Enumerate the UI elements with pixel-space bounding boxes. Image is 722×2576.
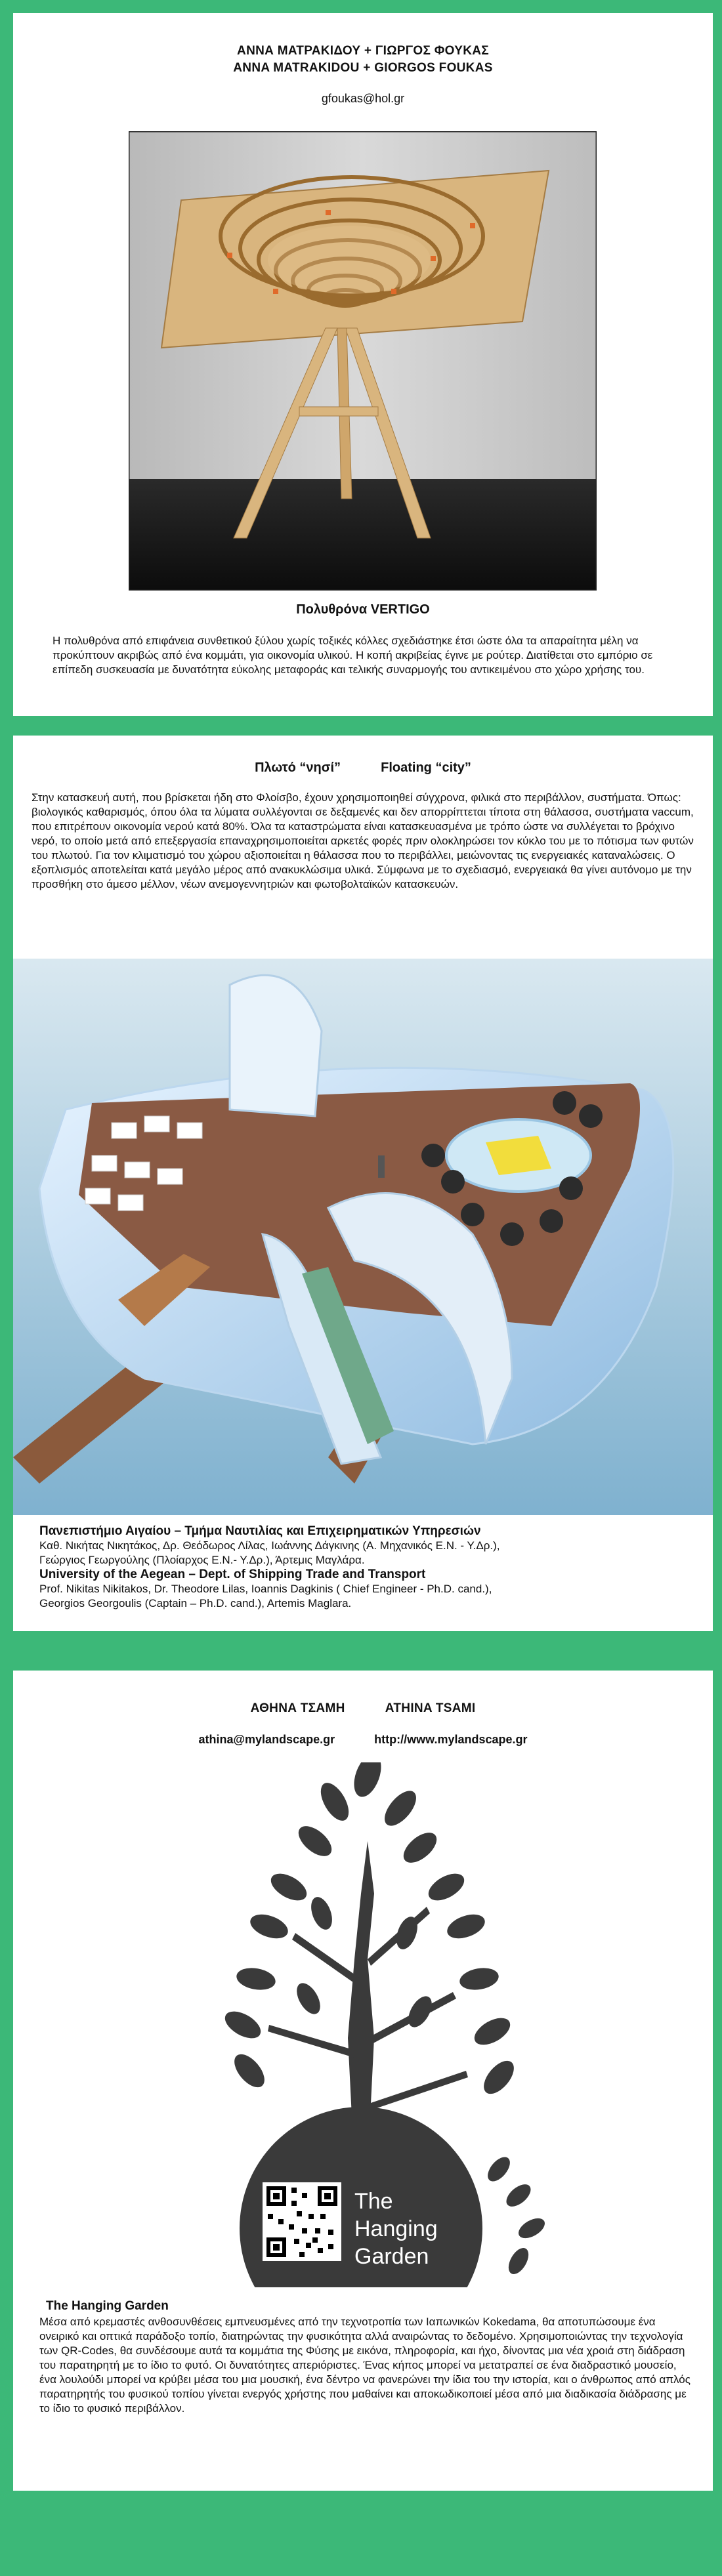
hanging-garden-logo: [190, 1762, 558, 2576]
designer-website[interactable]: http://www.mylandscape.gr: [374, 1733, 528, 1746]
names-latin: ANNA MATRAKIDOU + GIORGOS FOUKAS: [233, 61, 493, 75]
chair-title: Πολυθρόνα VERTIGO: [296, 602, 430, 617]
credits-english-heading: University of the Aegean – Dept. of Shipping Trade and Transport: [39, 1568, 426, 1581]
hanging-garden-panel: [13, 1671, 713, 2491]
designer-email[interactable]: athina@mylandscape.gr: [198, 1733, 335, 1746]
contact-line: [13, 1733, 713, 1747]
floating-city-render: [13, 959, 713, 1515]
name-greek: ΑΘΗΝΑ ΤΣΑΜΗ: [250, 1701, 345, 1715]
floating-city-description: Στην κατασκευή αυτή, που βρίσκεται ήδη στο Φλοίσβο, έχουν χρησιμοποιηθεί σύγχρονα, φιλικά στο περιβάλλον, συστήματα. Όπως: βιολογικός καθαρισμός, όπου όλα τα λύματα συλλέγονται σε δεξαμενές και δεν απορρίπτεται τίποτα στη θάλασσα, συστήματα vaccum, που επιτρέπουν οικονομία νερού κατά 80%. Όλα τα καταστρώματα είναι κατασκευασμένα με τρόπο ώστε να συλλέγεται το βρόχινο νερό, το οποίο μετά από επεξεργασία επαναχρησιμοποιείται αρκετές φορές πριν ολοκληρώσει τον κύκλο του με το πότισμα των φυτών του πλωτού. Για τον κλιματισμό του χώρου αξιοποιείται η θάλασσα που το περιβάλλει, μειώνοντας τις ενεργειακές καταναλώσεις. Ο εξοπλισμός αποτελείται κατά μεγάλο μέρος από ανακυκλώσιμα υλικά. Σύμφωνα με το σχεδιασμό, ενεργειακά θα γίνει αυτόνομο με την προσθήκη στο άμεσο μέλλον, νέων ανεμογεννητριών και φωτοβολταϊκών κατασκευών.: [32, 791, 694, 890]
credits-greek-line: Καθ. Νικήτας Νικητάκος, Δρ. Θεόδωρος Λίλας, Ιωάννης Δάγκινης (Α. Μηχανικός Ε.Ν. - Υ.Δρ.),: [39, 1539, 500, 1552]
floating-city-heading: [13, 760, 713, 776]
hanging-garden-title: The Hanging Garden: [46, 2299, 169, 2313]
logo-text-line: The: [354, 2189, 393, 2214]
names-greek: ΑΝΝΑ ΜΑΤΡΑΚΙΔΟΥ + ΓΙΩΡΓΟΣ ΦΟΥΚΑΣ: [237, 44, 489, 58]
name-latin: ATHINA TSAMI: [385, 1701, 476, 1715]
logo-text-line: Hanging: [354, 2216, 438, 2241]
heading-english: Floating “city”: [381, 760, 471, 775]
credits-greek-heading: Πανεπιστήμιο Αιγαίου – Τμήμα Ναυτιλίας και Επιχειρηματικών Υπηρεσιών: [39, 1524, 481, 1538]
floating-city-panel: [13, 736, 713, 1631]
credits-english-line: Georgios Georgoulis (Captain – Ph.D. cand.), Artemis Maglara.: [39, 1597, 352, 1610]
designer-names: [13, 1700, 713, 1717]
hanging-garden-description: Μέσα από κρεμαστές ανθοσυνθέσεις εμπνευσμένες από την τεχνοτροπία των Ιαπωνικών Kokedama, θα αποτυπώσουμε ένα ονειρικό και οπτικά παράδοξο τοπίο, διατηρώντας την φυσικότητα αλλά αναιρώντας το δεδομένο. Χρησιμοποιώντας την τεχνολογία των QR-Codes, θα συνδέσουμε αυτά τα κομμάτια της Φύσης με εικόνα, πληροφορία, και ήχο, δίνοντας μια νέα χροιά στη διάδραση του παρατηρητή με το ίδιο το φυτό. Οι δυνατότητες απεριόριστες. Ένας κήπος μπορεί να μετατραπεί σε ένα διαδραστικό μουσείο, ένα λουλούδι μπορεί να κρύβει μέσα του μια μουσική, ένα δέντρο να φανερώνει την ίδια του την ιστορία, και ο άνθρωπος από απλός παρατηρητής του φυσικού τοπίου γίνεται ενεργός χρήστης που μαθαίνει και αποκωδικοποιεί μέσα από μια διαδικασία διάδρασης με το ίδιο το φυσικό περιβάλλον.: [39, 2316, 690, 2415]
logo-text-line: Garden: [354, 2244, 429, 2269]
floating-city-credits: [39, 1524, 693, 1611]
designer-email[interactable]: gfoukas@hol.gr: [321, 92, 405, 105]
vertigo-chair-photo: [129, 131, 597, 591]
chair-description: Η πολυθρόνα από επιφάνεια συνθετικού ξύλου χωρίς τοξικές κόλλες σχεδιάστηκε έτσι ώστε όλα τα απαραίτητα μέλη να προκύπτουν ακριβώς από ένα κομμάτι, για οικονομία υλικού. Η κοπή ακριβείας έγινε με ρούτερ. Διατίθεται στο εμπόριο σε επίπεδη συσκευασία με δυνατότητα εύκολης μεταφοράς και τελικής συναρμογής του αντικειμένου στο χώρο χρήσης του.: [53, 634, 653, 676]
credits-greek-line: Γεώργιος Γεωργούλης (Πλοίαρχος Ε.Ν.- Υ.Δρ.), Άρτεμις Μαγλάρα.: [39, 1554, 365, 1566]
credits-english-line: Prof. Nikitas Nikitakos, Dr. Theodore Lilas, Ioannis Dagkinis ( Chief Engineer - Ph.D. cand.),: [39, 1583, 492, 1595]
designer-names: [13, 43, 713, 77]
vertigo-panel: [13, 13, 713, 716]
heading-greek: Πλωτό “νησί”: [255, 760, 341, 775]
